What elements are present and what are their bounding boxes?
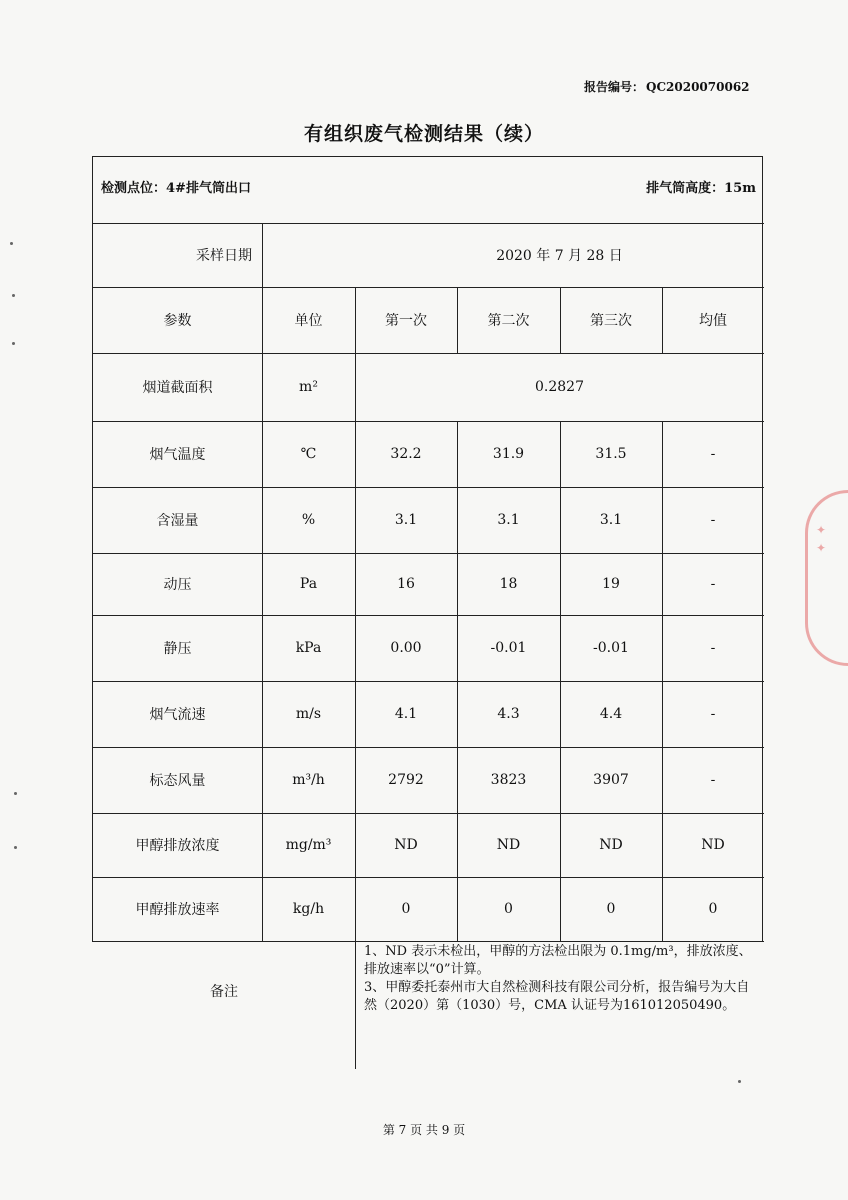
remark-line-3: 3、甲醇委托泰州市大自然检测科技有限公司分析，报告编号为大自然（2020）第（1030）号，CMA 认证号为161012050490。 [364,980,750,1013]
row-unit: m² [299,379,318,395]
scan-mark [12,294,15,297]
row-unit: m/s [295,706,322,722]
row-unit: ℃ [300,446,317,462]
remarks-label: 备注 [210,984,238,1000]
row-average: - [710,772,716,788]
row-average: - [710,576,716,592]
row-param: 烟气流速 [149,707,206,723]
remarks-text [364,943,756,1015]
row-value-1: 3.1 [394,512,418,528]
row-average: - [710,446,716,462]
scan-mark [14,792,17,795]
red-seal-stamp [805,490,848,666]
row-value-3: 0 [606,901,616,917]
row-param: 含湿量 [156,513,199,529]
row-unit: Pa [299,576,318,592]
col-header-third: 第三次 [590,313,632,329]
row-average: - [710,706,716,722]
row-value-1: ND [394,837,418,853]
row-unit: mg/m³ [285,837,332,853]
row-average: - [710,640,716,656]
sampling-date-label: 采样日期 [196,248,252,264]
sampling-point: 检测点位：4#排气筒出口 [101,181,251,196]
row-unit: kPa [295,640,322,656]
remark-line-1: 1、ND 表示未检出，甲醇的方法检出限为 0.1mg/m³，排放浓度、排放速率以“0”计算。 [364,944,752,977]
row-average: - [710,512,716,528]
row-param: 甲醇排放速率 [135,902,220,918]
seal-glyphs: ✦ ✦ [814,523,828,555]
results-table [92,156,763,1013]
row-value-2: 3.1 [497,512,520,528]
row-value-3: 3907 [593,772,629,788]
row-average: 0 [708,901,718,917]
col-header-param: 参数 [163,313,192,329]
scan-mark [14,846,17,849]
row-value-2: 3823 [490,772,527,788]
row-value-1: 0.00 [390,640,422,656]
row-value-3: 4.4 [599,706,623,722]
row-value-2: -0.01 [490,640,527,656]
row-value-2: ND [496,837,521,853]
row-param: 甲醇排放浓度 [135,838,220,854]
scan-mark [12,342,15,345]
row-merged-value: 0.2827 [535,379,584,395]
row-value-3: 19 [602,576,620,592]
row-value-2: 31.9 [492,446,525,462]
report-number-label: 报告编号： [584,80,645,94]
row-unit: m³/h [292,772,325,788]
row-value-2: 18 [499,576,518,592]
row-value-3: ND [599,837,623,853]
col-header-avg: 均值 [699,313,727,329]
row-value-3: 31.5 [595,446,627,462]
stack-height: 排气筒高度：15m [646,181,756,196]
scan-mark [10,242,13,245]
page-footer: 第 7 页 共 9 页 [382,1123,466,1137]
col-header-first: 第一次 [385,313,427,329]
report-number [584,78,750,95]
scan-mark [738,1080,741,1083]
row-value-1: 16 [397,576,415,592]
row-value-1: 2792 [388,772,424,788]
row-value-3: -0.01 [593,640,629,656]
row-param: 静压 [163,641,192,657]
row-value-2: 4.3 [497,706,520,722]
row-value-1: 32.2 [390,446,422,462]
row-average: ND [701,837,725,853]
col-header-unit: 单位 [294,313,323,329]
row-value-2: 0 [504,901,513,917]
col-header-second: 第二次 [487,313,530,329]
report-number-value: QC2020070062 [646,80,750,94]
page-title: 有组织废气检测结果（续） [303,123,544,145]
row-param: 动压 [163,577,192,593]
row-param: 烟道截面积 [142,380,213,396]
row-param: 烟气温度 [149,447,206,463]
row-value-1: 4.1 [394,706,418,722]
sampling-date-value: 2020 年 7 月 28 日 [496,248,623,264]
row-value-1: 0 [401,901,411,917]
row-unit: % [301,512,316,528]
row-param: 标态风量 [149,773,206,789]
row-unit: kg/h [292,901,325,917]
row-value-3: 3.1 [599,512,623,528]
